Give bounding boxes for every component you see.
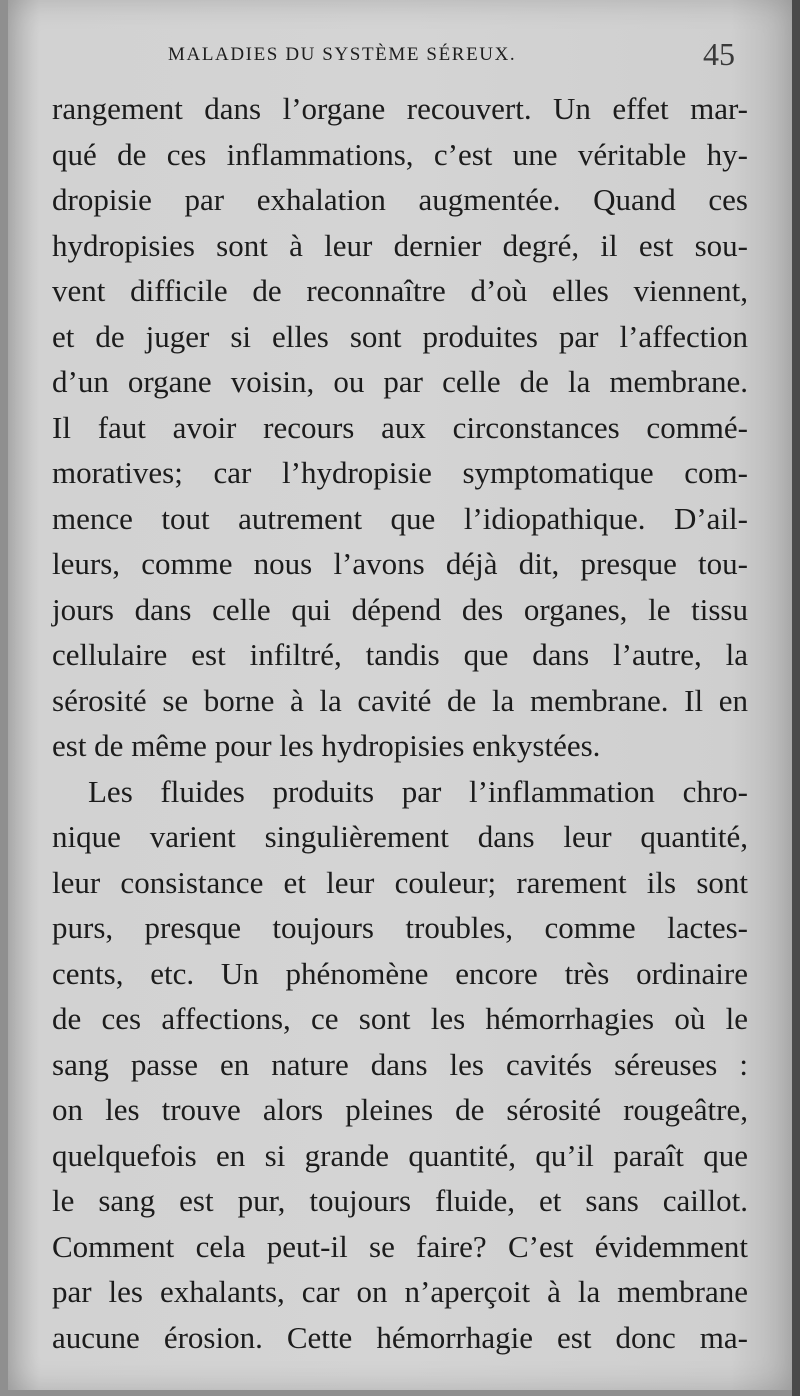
book-page [8,0,794,1390]
text-line: cents, etc. Un phénomène encore très ordinaire [52,955,748,991]
text-line: moratives; car l’hydropisie symptomatique com- [52,455,748,490]
running-title: MALADIES DU SYSTÈME SÉREUX. [168,44,517,65]
paragraph-last-line: est de même pour les hydropisies enkystées. [52,728,601,763]
text-line: leur consistance et leur couleur; rarement ils sont [52,864,748,900]
body-text [52,86,748,1360]
text-line: et de juger si elles sont produites par l’affection [52,318,748,354]
paragraph-first-line: Les fluides produits par l’inflammation chro- [88,773,748,809]
text-line: d’un organe voisin, ou par celle de la membrane. [52,364,748,399]
text-line: nique varient singulièrement dans leur quantité, [52,819,748,854]
running-head [8,36,794,76]
text-line: hydropisies sont à leur dernier degré, il est sou- [52,227,748,263]
text-line: mence tout autrement que l’idiopathique. D’ail- [52,500,748,536]
text-line: vent difficile de reconnaître d’où elles viennent, [52,273,748,308]
text-line: sang passe en nature dans les cavités séreuses : [52,1046,748,1082]
text-line: Il faut avoir recours aux circonstances commé- [52,409,748,445]
text-line: quelquefois en si grande quantité, qu’il paraît que [52,1137,748,1173]
text-line: rangement dans l’organe recouvert. Un effet mar- [52,91,748,126]
text-line: qué de ces inflammations, c’est une véritable hy- [52,136,748,172]
text-line: dropisie par exhalation augmentée. Quand ces [52,182,748,217]
text-line: le sang est pur, toujours fluide, et sans caillot. [52,1183,748,1218]
page-number: 45 [703,36,735,72]
text-line: purs, presque toujours troubles, comme lactes- [52,910,748,945]
text-line: on les trouve alors pleines de sérosité rougeâtre, [52,1092,748,1127]
text-line: aucune érosion. Cette hémorrhagie est donc ma- [52,1319,748,1355]
text-line: cellulaire est infiltré, tandis que dans l’autre, la [52,637,748,672]
page-edge-shadow [792,0,800,1396]
text-line: jours dans celle qui dépend des organes, le tissu [52,591,748,627]
text-line: par les exhalants, car on n’aperçoit à la membrane [52,1274,748,1309]
text-line: de ces affections, ce sont les hémorrhagies où le [52,1001,748,1036]
text-line: sérosité se borne à la cavité de la membrane. Il en [52,682,748,718]
text-line: leurs, comme nous l’avons déjà dit, presque tou- [52,546,748,581]
text-line: Comment cela peut-il se faire? C’est évidemment [52,1228,748,1264]
